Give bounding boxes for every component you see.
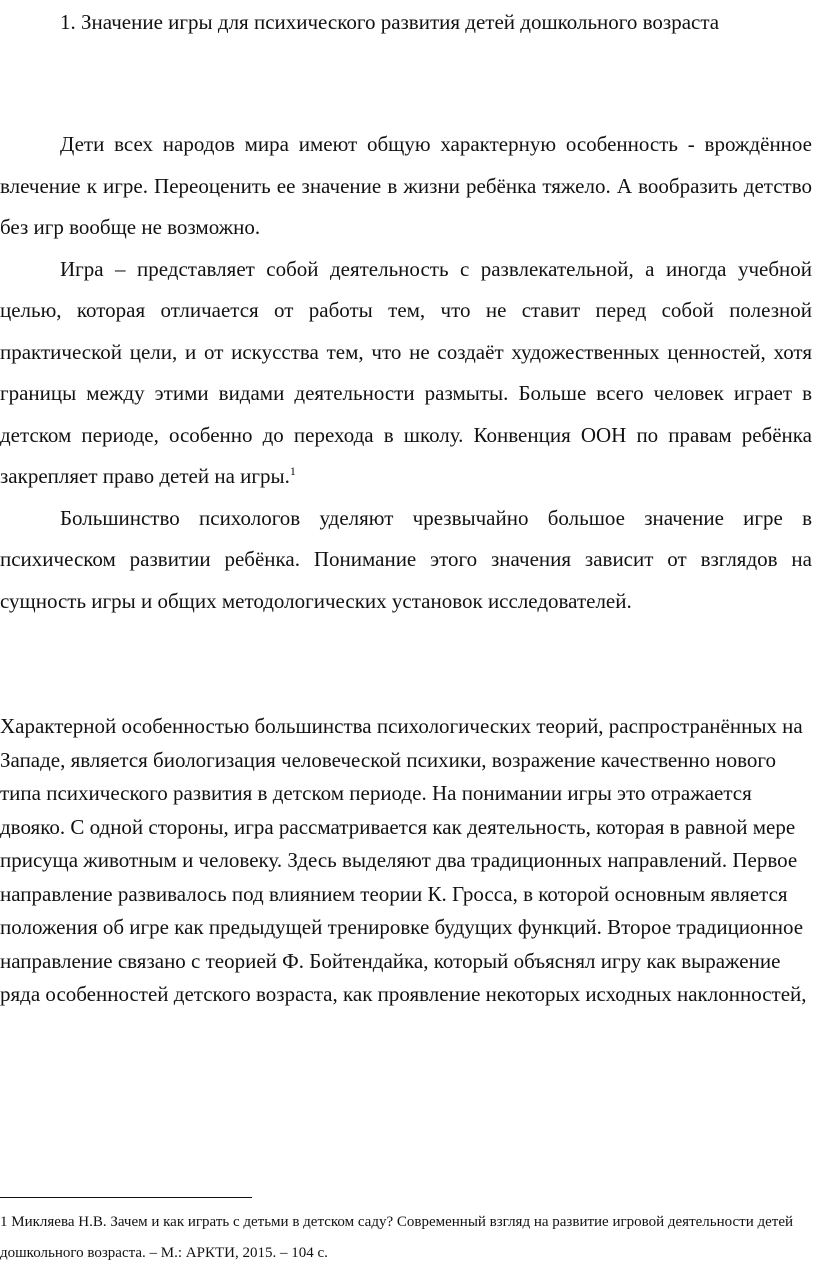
- paragraph-2: [0, 249, 812, 498]
- footnote-number: 1: [0, 1214, 8, 1230]
- footnote-text: Микляева Н.В. Зачем и как играть с детьми в детском саду? Современный взгляд на развитие игровой деятельности детей дошкольного возраста. – М.: АРКТИ, 2015. – 104 с.: [0, 1214, 794, 1261]
- footnote: [0, 1207, 812, 1269]
- paragraph-3: Большинство психологов уделяют чрезвычайно большое значение игре в психическом развитии ребёнка. Понимание этого значения зависит от взглядов на сущность игры и общих методологических установок исследователей.: [0, 505, 812, 613]
- footnote-separator: [0, 1197, 252, 1198]
- paragraph-1: Дети всех народов мира имеют общую характерную особенность - врождённое влечение к игре. Переоценить ее значение в жизни ребёнка тяжело. А вообразить детство без игр вообще не возможно.: [0, 132, 812, 239]
- body-text: [0, 124, 812, 622]
- footnote-reference: 1: [289, 464, 296, 478]
- paragraph-2-text: Игра – представляет собой деятельность с развлекательной, а иногда учебной целью, которая отличается от работы тем, что не ставит перед собой полезной практической цели, и от искусства тем, что не создаёт художественных ценностей, хотя границы между этими видами деятельности размыты. Больше всего человек играет в детском периоде, особенно до перехода в школу. Конвенция ООН по правам ребёнка закрепляет право детей на игры.: [0, 256, 812, 488]
- paragraph-4: Характерной особенностью большинства психологических теорий, распространённых на Западе, является биологизация человеческой психики, возражение качественно нового типа психического развития в детском периоде. На понимании игры это отражается двояко. С одной стороны, игра рассматривается как деятельность, которая в равной мере присуща животным и человеку. Здесь выделяют два традиционных направлений. Первое направление развивалось под влиянием теории К. Гросса, в которой основным является положения об игре как предыдущей тренировке будущих функций. Второе традиционное направление связано с теорией Ф. Бойтендайка, который объяснял игру как выражение ряда особенностей детского возраста, как проявление некоторых исходных наклонностей,: [0, 714, 807, 1006]
- section-heading: 1. Значение игры для психического развития детей дошкольного возраста: [60, 10, 720, 34]
